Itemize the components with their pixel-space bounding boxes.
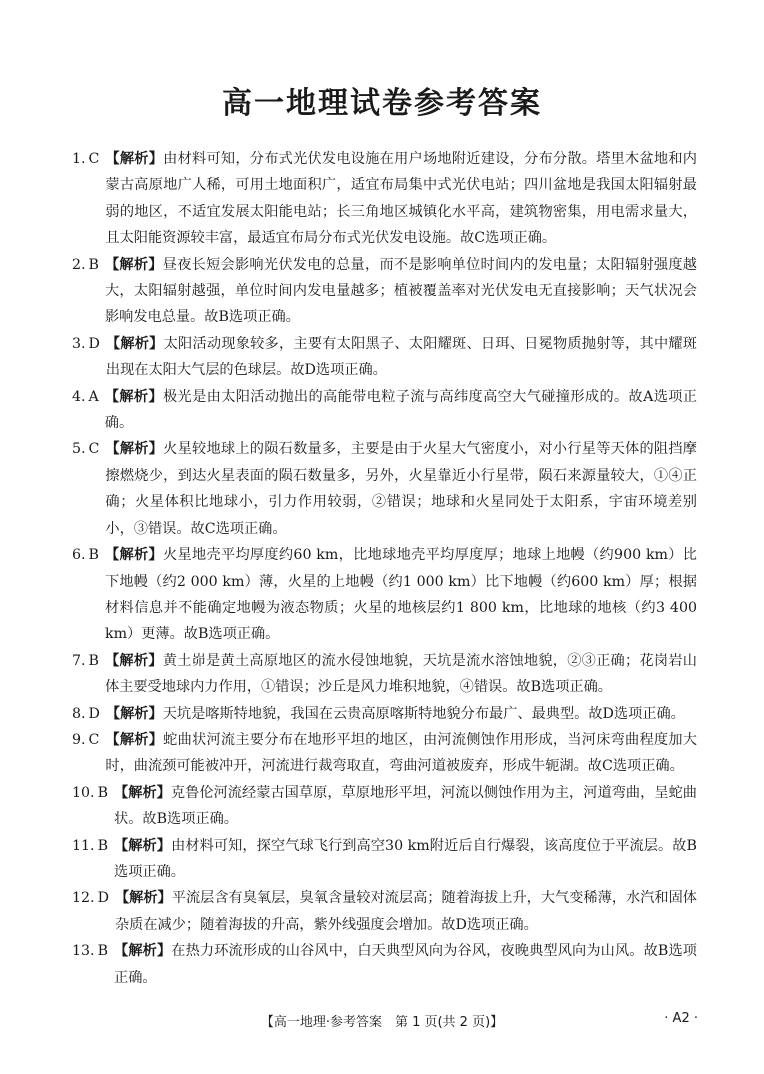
list-item	[72, 833, 697, 886]
answer-choice: B	[88, 652, 99, 669]
question-number: 6.	[72, 547, 86, 564]
page-title: 高一地理试卷参考答案	[222, 86, 542, 121]
analysis-tag: 【解析】	[114, 837, 172, 854]
list-item	[72, 146, 697, 252]
list-item	[72, 938, 697, 991]
analysis-tag: 【解析】	[114, 890, 172, 907]
analysis-tag: 【解析】	[105, 151, 164, 167]
analysis-text: 克鲁伦河流经蒙古国草原，草原地形平坦，河流以侧蚀作用为主，河道弯曲，呈蛇曲状。故B选项正确。	[114, 784, 697, 828]
answer-choice: B	[88, 547, 99, 564]
question-number: 7.	[72, 652, 86, 669]
analysis-tag: 【解析】	[105, 731, 164, 748]
list-item	[72, 331, 697, 384]
analysis-text: 在热力环流形成的山谷风中，白天典型风向为谷风，夜晚典型风向为山风。故B选项正确。	[114, 943, 697, 986]
list-item	[72, 701, 697, 727]
footer-paper-code: · A2 ·	[664, 1011, 698, 1026]
analysis-text: 火星地壳平均厚度约60 km，比地球地壳平均厚度厚；地球上地幔（约900 km）比下地幔（约2 000 km）薄，火星的上地幔（约1 000 km）比下地幔（约600 km）厚；根据材料信息并不能确定地幔为液态物质；火星的地核层约1 800 km，比地球的地核（约3 400 km）更薄。故B选项正确。	[104, 547, 697, 643]
question-number: 12.	[72, 890, 95, 907]
question-number: 5.	[72, 441, 86, 458]
question-number: 10.	[72, 784, 95, 801]
answer-choice: C	[88, 151, 100, 167]
question-number: 8.	[72, 705, 86, 722]
analysis-text: 极光是由太阳活动抛出的高能带电粒子流与高纬度高空大气碰撞形成的。故A选项正确。	[104, 388, 697, 432]
analysis-tag: 【解析】	[104, 547, 163, 564]
question-number: 1.	[72, 151, 86, 167]
question-number: 13.	[72, 943, 95, 960]
analysis-tag: 【解析】	[104, 388, 163, 405]
analysis-text: 由材料可知，分布式光伏发电设施在用户场地附近建设，分布分散。塔里木盆地和内蒙古高原地广人稀，可用土地面积广，适宜布局集中式光伏电站；四川盆地是我国太阳辐射最弱的地区，不适宜发展太阳能电站；长三角地区城镇化水平高，建筑物密集，用电需求量大，且太阳能资源较丰富，最适宜布局分布式光伏发电设施。故C选项正确。	[105, 151, 697, 247]
analysis-tag: 【解析】	[104, 256, 163, 273]
list-item	[72, 542, 697, 648]
answer-choice: D	[97, 890, 109, 907]
analysis-tag: 【解析】	[105, 335, 164, 352]
analysis-tag: 【解析】	[114, 943, 172, 960]
list-item	[72, 780, 697, 833]
page-footer	[0, 1011, 764, 1031]
list-item	[72, 252, 697, 331]
analysis-text: 天坑是喀斯特地貌，我国在云贵高原喀斯特地貌分布最广、最典型。故D选项正确。	[162, 705, 685, 722]
question-number: 3.	[72, 335, 86, 352]
question-number: 11.	[72, 837, 95, 854]
answer-choice: B	[97, 943, 109, 960]
analysis-tag: 【解析】	[114, 784, 171, 801]
footer-page-info: 【高一地理·参考答案 第 1 页(共 2 页)】	[260, 1015, 504, 1030]
list-item	[72, 727, 697, 780]
analysis-tag: 【解析】	[105, 705, 163, 722]
analysis-text: 蛇曲状河流主要分布在地形平坦的地区，由河流侧蚀作用形成，当河床弯曲程度加大时，曲流颈可能被冲开，河流进行裁弯取直，弯曲河道被废弃，形成牛轭湖。故C选项正确。	[105, 731, 697, 775]
answer-choice: B	[97, 784, 109, 801]
answer-choice: C	[88, 731, 100, 748]
question-number: 4.	[72, 388, 86, 405]
answer-choice: D	[88, 335, 100, 352]
answer-choice: B	[88, 256, 99, 273]
analysis-tag: 【解析】	[105, 441, 164, 458]
analysis-tag: 【解析】	[104, 652, 163, 669]
list-item	[72, 384, 697, 437]
analysis-text: 由材料可知，探空气球飞行到高空30 km附近后自行爆裂，该高度位于平流层。故B选项正确。	[114, 837, 697, 880]
answer-choice: C	[88, 441, 100, 458]
analysis-text: 昼夜长短会影响光伏发电的总量，而不是影响单位时间内的发电量；太阳辐射强度越大，太阳辐射越强，单位时间内发电量越多；植被覆盖率对光伏发电无直接影响；天气状况会影响发电总量。故B选项正确。	[104, 256, 697, 326]
answer-choice: D	[88, 705, 100, 722]
list-item	[72, 885, 697, 938]
analysis-text: 火星较地球上的陨石数量多，主要是由于火星大气密度小，对小行星等天体的阻挡摩擦燃烧少，到达火星表面的陨石数量多，另外，火星靠近小行星带，陨石来源量较大，①④正确；火星体积比地球小，引力作用较弱，②错误；地球和火星同处于太阳系，宇宙环境差别小，③错误。故C选项正确。	[105, 441, 697, 537]
answer-choice: A	[88, 388, 99, 405]
list-item	[72, 436, 697, 542]
analysis-text: 平流层含有臭氧层，臭氧含量较对流层高；随着海拔上升，大气变稀薄，水汽和固体杂质在减少；随着海拔的升高，紫外线强度会增加。故D选项正确。	[114, 890, 697, 933]
answer-choice: B	[97, 837, 109, 854]
analysis-text: 太阳活动现象较多，主要有太阳黑子、太阳耀斑、日珥、日冕物质抛射等，其中耀斑出现在太阳大气层的色球层。故D选项正确。	[105, 335, 697, 379]
answer-list	[72, 146, 697, 991]
list-item	[72, 648, 697, 701]
analysis-text: 黄土峁是黄土高原地区的流水侵蚀地貌，天坑是流水溶蚀地貌，②③正确；花岗岩山体主要受地球内力作用，①错误；沙丘是风力堆积地貌，④错误。故B选项正确。	[104, 652, 697, 696]
question-number: 2.	[72, 256, 86, 273]
question-number: 9.	[72, 731, 86, 748]
